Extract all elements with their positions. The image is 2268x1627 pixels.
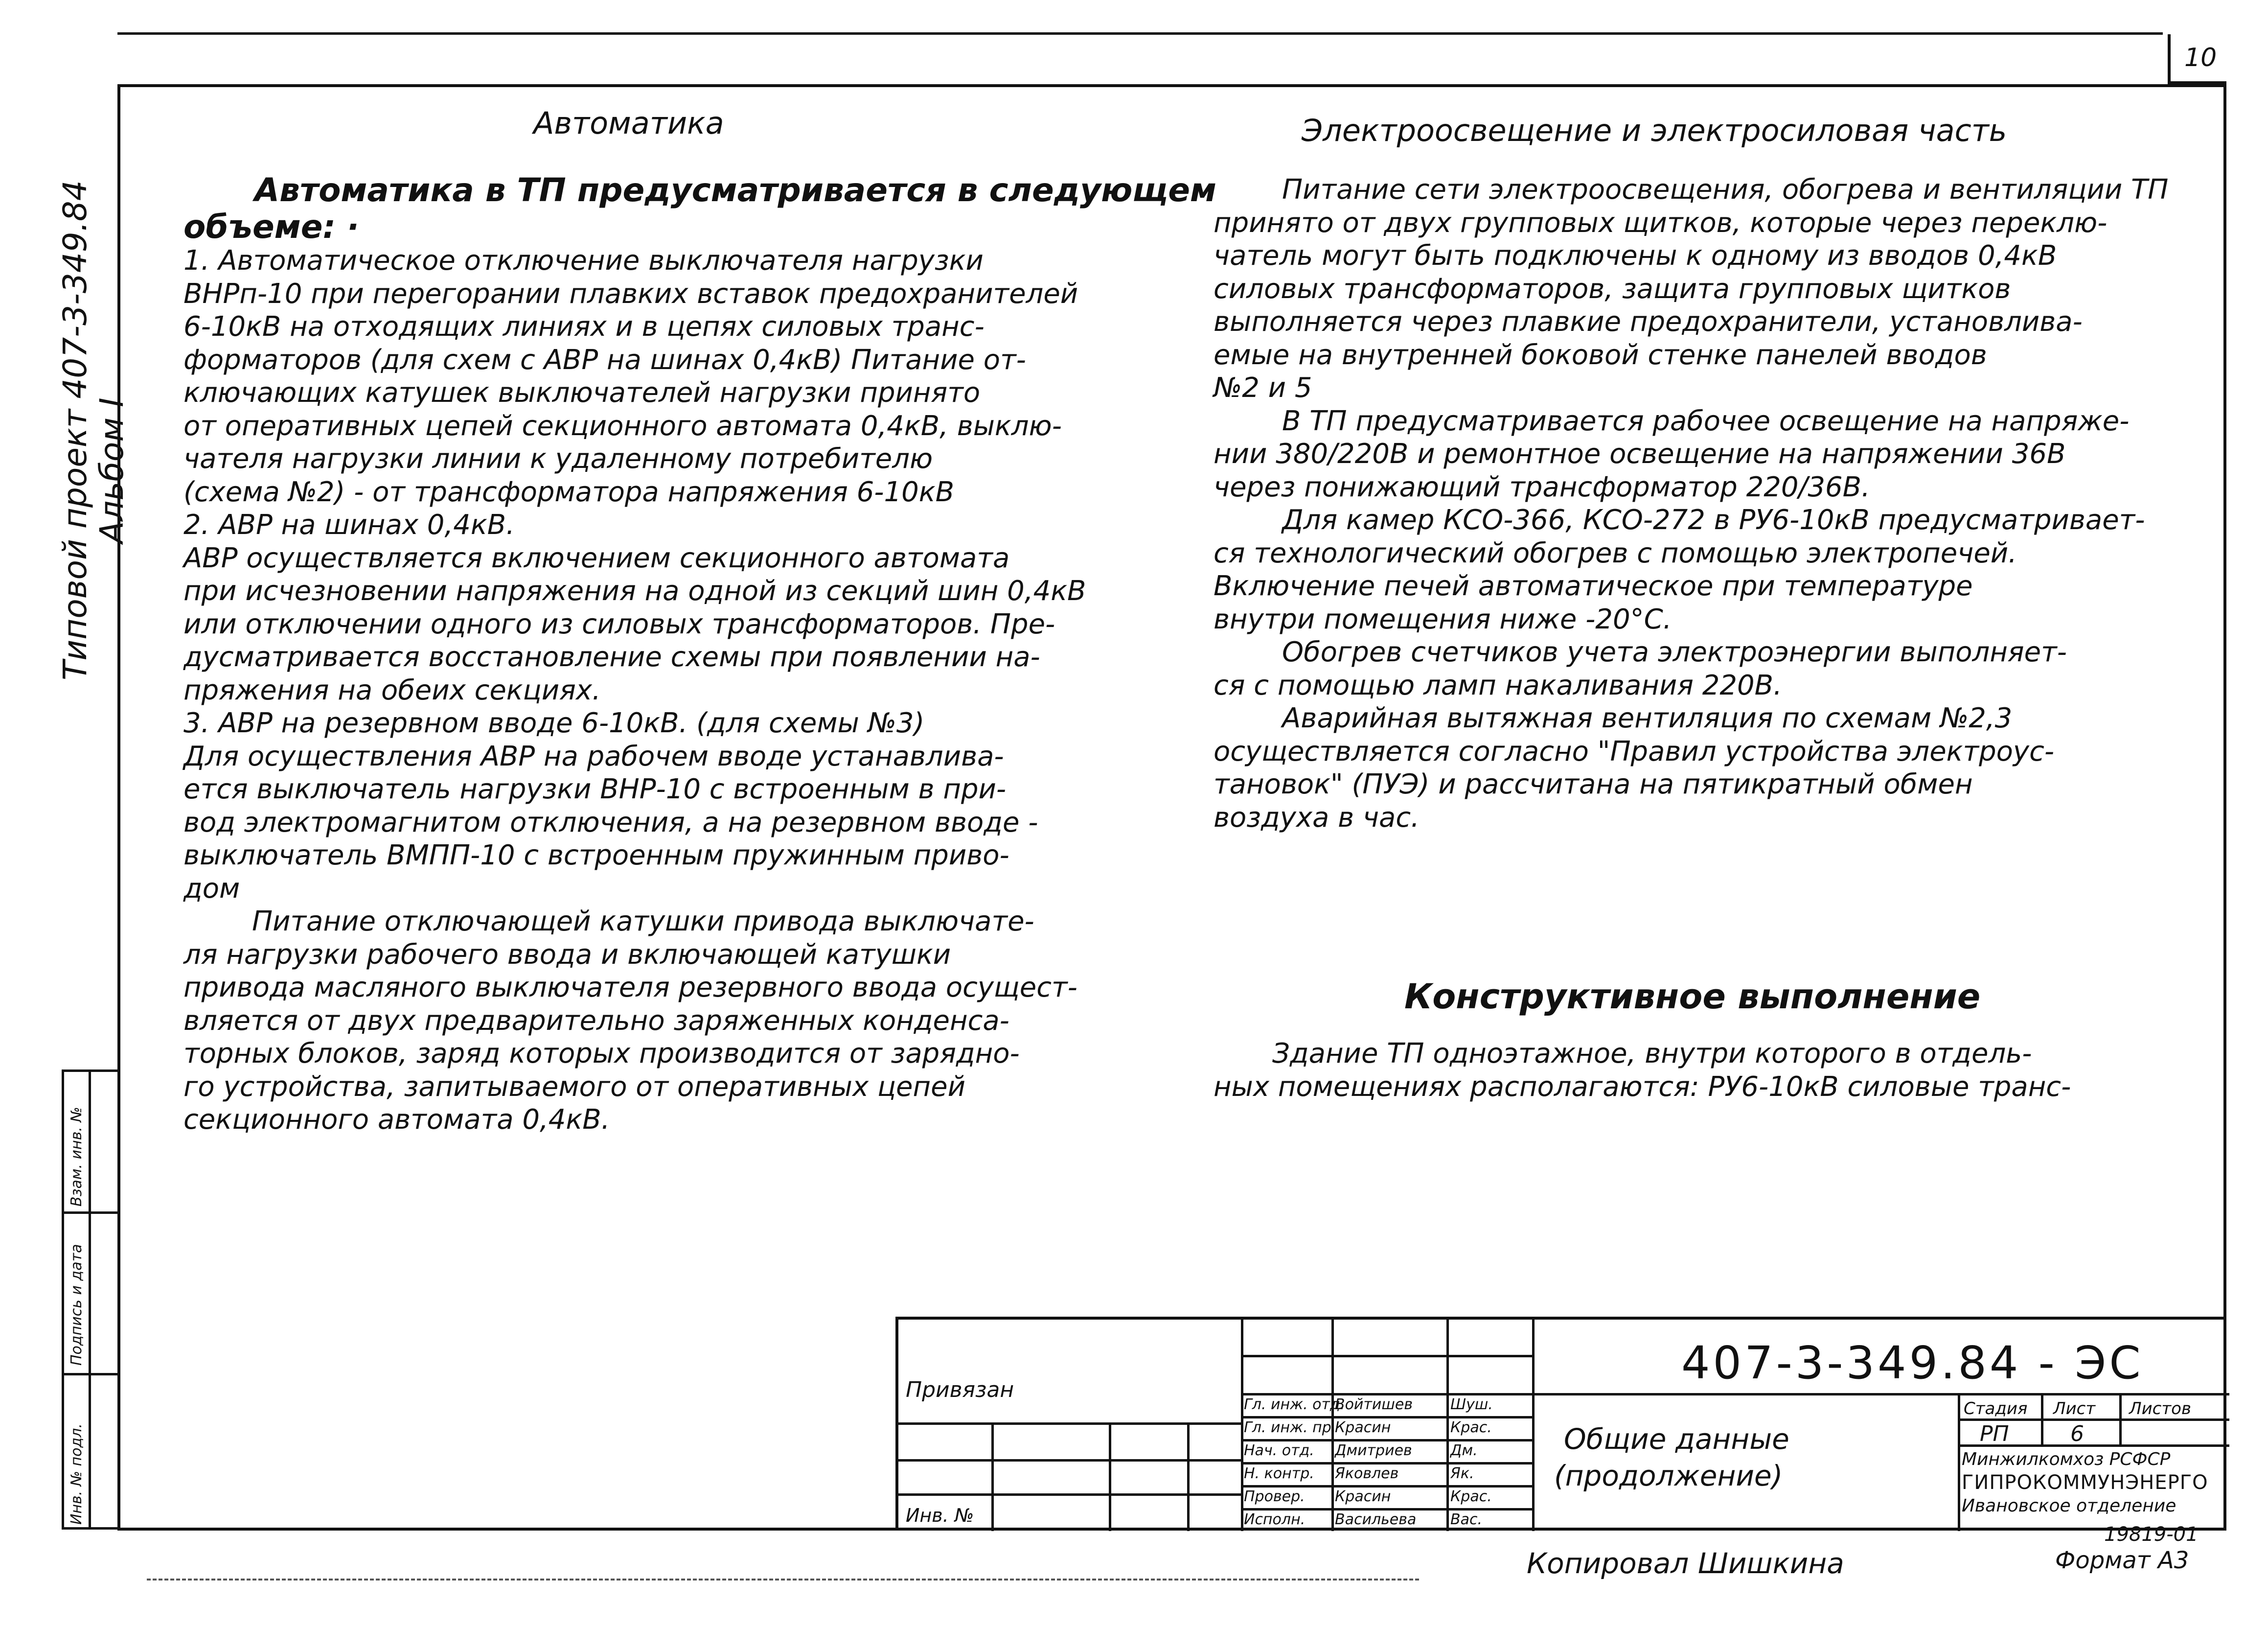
sig-role: Гл. инж. пр. bbox=[1244, 1419, 1336, 1436]
sig-row-line bbox=[1241, 1462, 1532, 1464]
text-line: Для осуществления АВР на рабочем вводе устанавлива- bbox=[183, 740, 1004, 772]
sig-sign: Крас. bbox=[1450, 1419, 1492, 1436]
sig-role: Провер. bbox=[1244, 1488, 1305, 1505]
text-line: от оперативных цепей секционного автомата 0,4кВ, выклю- bbox=[183, 410, 1062, 442]
text-line: 6-10кВ на отходящих линиях и в цепях силовых транс- bbox=[183, 311, 985, 343]
strip-sign-date: Подпись и дата bbox=[68, 1244, 85, 1366]
text-line: выполняется через плавкие предохранители, установлива- bbox=[1214, 306, 2083, 338]
left-heading-line1: Автоматика в ТП предусматривается в следующем bbox=[254, 171, 1216, 209]
text-line: торных блоков, заряд которых производится от зарядно- bbox=[183, 1038, 1020, 1069]
sig-row-line bbox=[1241, 1439, 1532, 1441]
text-line: го устройства, запитываемого от оперативных цепей bbox=[183, 1070, 965, 1103]
right-column-title: Электроосвещение и электросиловая часть bbox=[1302, 113, 2007, 148]
privyazan-label: Привязан bbox=[906, 1377, 1014, 1402]
tb-grid-line bbox=[1187, 1422, 1190, 1531]
text-line: Здание ТП одноэтажное, внутри которого в отдель- bbox=[1272, 1038, 2032, 1069]
text-line: при исчезновении напряжения на одной из секций шин 0,4кВ bbox=[183, 575, 1086, 607]
tb-grid-line bbox=[898, 1422, 1241, 1425]
text-line: ется выключатель нагрузки ВНР-10 с встроенным в при- bbox=[183, 773, 1007, 805]
text-line: (схема №2) - от трансформатора напряжения 6-10кВ bbox=[183, 476, 954, 508]
text-line: или отключении одного из силовых трансформаторов. Пре- bbox=[183, 608, 1055, 640]
text-line: Включение печей автоматическое при температуре bbox=[1214, 570, 1973, 602]
text-line: выключатель ВМПП-10 с встроенным пружинным приво- bbox=[183, 839, 1009, 871]
text-line: Аварийная вытяжная вентиляция по схемам №2,3 bbox=[1282, 702, 2013, 734]
text-line: АВР осуществляется включением секционного автомата bbox=[183, 542, 1010, 574]
sig-sign: Шуш. bbox=[1450, 1396, 1493, 1413]
text-line: дом bbox=[183, 872, 240, 905]
strip-inv-replace: Взам. инв. № bbox=[68, 1107, 85, 1207]
text-line: воздуха в час. bbox=[1214, 801, 1420, 834]
text-line: Для камер КСО-366, КСО-272 в РУ6-10кВ предусматривает- bbox=[1282, 504, 2145, 536]
text-line: через понижающий трансформатор 220/36В. bbox=[1214, 471, 1870, 503]
text-line: ся технологический обогрев с помощью электропечей. bbox=[1214, 537, 2017, 569]
text-line: принято от двух групповых щитков, которые через переклю- bbox=[1214, 207, 2108, 239]
strip-row-line bbox=[64, 1211, 118, 1214]
left-column-title: Автоматика bbox=[533, 105, 724, 141]
sig-role: Исполн. bbox=[1244, 1511, 1306, 1528]
sig-name: Яковлев bbox=[1335, 1465, 1399, 1482]
format-label: Формат А3 bbox=[2055, 1547, 2189, 1574]
sig-role: Гл. инж. отд. bbox=[1244, 1396, 1345, 1413]
strip-row-line bbox=[64, 1373, 118, 1375]
text-line: 2. АВР на шинах 0,4кВ. bbox=[183, 509, 515, 541]
text-line: №2 и 5 bbox=[1214, 372, 1312, 404]
sig-role: Н. контр. bbox=[1244, 1465, 1314, 1482]
sig-name: Дмитриев bbox=[1335, 1442, 1412, 1459]
stage-label: Стадия bbox=[1964, 1399, 2028, 1418]
text-line: емые на внутренней боковой стенке панелей вводов bbox=[1214, 339, 1987, 371]
sig-name: Войтишев bbox=[1335, 1396, 1413, 1413]
copied-by: Копировал Шишкина bbox=[1527, 1547, 1844, 1580]
sig-col-line bbox=[1446, 1320, 1449, 1531]
signature-table bbox=[1241, 1320, 1535, 1531]
text-line: привода масляного выключателя резервного ввода осущест- bbox=[183, 972, 1077, 1003]
sheets-label: Листов bbox=[2129, 1399, 2192, 1418]
org-line3: Ивановское отделение bbox=[1962, 1496, 2176, 1516]
sig-name: Красин bbox=[1335, 1419, 1391, 1436]
sig-row-line bbox=[1241, 1508, 1532, 1511]
text-line: ных помещениях располагаются: РУ6-10кВ силовые транс- bbox=[1214, 1070, 2071, 1103]
text-line: ключающих катушек выключателей нагрузки принято bbox=[183, 377, 981, 409]
sig-row-line bbox=[1241, 1416, 1532, 1418]
sig-row-line bbox=[1241, 1393, 1532, 1395]
org-line1: Минжилкомхоз РСФСР bbox=[1962, 1449, 2171, 1469]
text-line: форматоров (для схем с АВР на шинах 0,4кВ) Питание от- bbox=[183, 344, 1026, 376]
text-line: внутри помещения ниже -20°С. bbox=[1214, 603, 1672, 635]
side-project-label: Типовой проект 407-3-349.84 bbox=[56, 180, 94, 680]
tb-grid-line bbox=[898, 1459, 1241, 1462]
tb-grid-line bbox=[991, 1422, 994, 1531]
doc-code: 407-3-349.84 - ЭС bbox=[1681, 1337, 2144, 1389]
sheet-title-line2: (продолжение) bbox=[1554, 1459, 1783, 1492]
text-line: силовых трансформаторов, защита групповых щитков bbox=[1214, 273, 2011, 305]
sig-row-line bbox=[1241, 1355, 1532, 1357]
sig-name: Васильева bbox=[1335, 1511, 1417, 1528]
left-heading-line2: объеме: · bbox=[183, 208, 359, 246]
text-line: Питание отключающей катушки привода выключате- bbox=[252, 906, 1034, 937]
stage-sheet-table bbox=[1958, 1393, 2229, 1531]
sheet-title-line1: Общие данные bbox=[1564, 1422, 1789, 1456]
tb-cell-line bbox=[1958, 1418, 2229, 1421]
text-line: дусматривается восстановление схемы при появлении на- bbox=[183, 641, 1040, 673]
text-line: ВНРп-10 при перегорании плавких вставок предохранителей bbox=[183, 278, 1078, 310]
strip-inv-no-podl: Инв. № подл. bbox=[68, 1423, 85, 1525]
left-approval-strip bbox=[62, 1069, 117, 1530]
text-line: тановок" (ПУЭ) и рассчитана на пятикратный обмен bbox=[1214, 768, 1973, 800]
top-edge-line bbox=[117, 32, 2163, 35]
text-line: пряжения на обеих секциях. bbox=[183, 674, 601, 706]
archive-number: 19819-01 bbox=[2104, 1523, 2199, 1546]
text-line: ся с помощью ламп накаливания 220В. bbox=[1214, 669, 1782, 701]
text-line: вляется от двух предварительно заряженных конденса- bbox=[183, 1004, 1009, 1037]
sig-sign: Крас. bbox=[1450, 1488, 1492, 1505]
text-line: 3. АВР на резервном вводе 6-10кВ. (для схемы №3) bbox=[183, 707, 925, 739]
title-block bbox=[895, 1317, 2226, 1531]
text-line: вод электромагнитом отключения, а на резервном вводе - bbox=[183, 806, 1038, 838]
text-line: Обогрев счетчиков учета электроэнергии выполняет- bbox=[1282, 636, 2067, 668]
sheet-label: Лист bbox=[2053, 1399, 2096, 1418]
sig-sign: Як. bbox=[1450, 1465, 1474, 1482]
sheet-number: 10 bbox=[2184, 43, 2217, 72]
text-line: 1. Автоматическое отключение выключателя нагрузки bbox=[183, 245, 984, 277]
stage-value: РП bbox=[1980, 1421, 2009, 1446]
sig-row-line bbox=[1241, 1485, 1532, 1488]
section2-title: Конструктивное выполнение bbox=[1404, 976, 1981, 1017]
text-line: нии 380/220В и ремонтное освещение на напряжении 36В bbox=[1214, 438, 2066, 470]
tb-grid-line bbox=[898, 1493, 1241, 1496]
sig-sign: Вас. bbox=[1450, 1511, 1482, 1528]
sig-role: Нач. отд. bbox=[1244, 1442, 1314, 1459]
text-line: секционного автомата 0,4кВ. bbox=[183, 1104, 610, 1136]
bottom-dashed-line bbox=[147, 1579, 1419, 1581]
text-line: Питание сети электроосвещения, обогрева и вентиляции ТП bbox=[1282, 174, 2169, 206]
text-line: ля нагрузки рабочего ввода и включающей катушки bbox=[183, 938, 951, 971]
text-line: чателя нагрузки линии к удаленному потребителю bbox=[183, 443, 933, 475]
strip-divider bbox=[89, 1072, 91, 1530]
tb-grid-line bbox=[1109, 1422, 1111, 1531]
sig-name: Красин bbox=[1335, 1488, 1391, 1505]
text-line: чатель могут быть подключены к одному из вводов 0,4кВ bbox=[1214, 240, 2057, 272]
org-line2: ГИПРОКОММУНЭНЕРГО bbox=[1962, 1471, 2208, 1494]
sig-sign: Дм. bbox=[1450, 1442, 1478, 1459]
sheet-value: 6 bbox=[2070, 1421, 2084, 1446]
side-album-label: Альбом I bbox=[93, 397, 131, 543]
text-line: осуществляется согласно "Правил устройства электроус- bbox=[1214, 735, 2055, 767]
text-line: В ТП предусматривается рабочее освещение на напряже- bbox=[1282, 405, 2130, 437]
inv-no-label: Инв. № bbox=[906, 1505, 974, 1526]
sheet-number-box bbox=[2168, 34, 2226, 84]
